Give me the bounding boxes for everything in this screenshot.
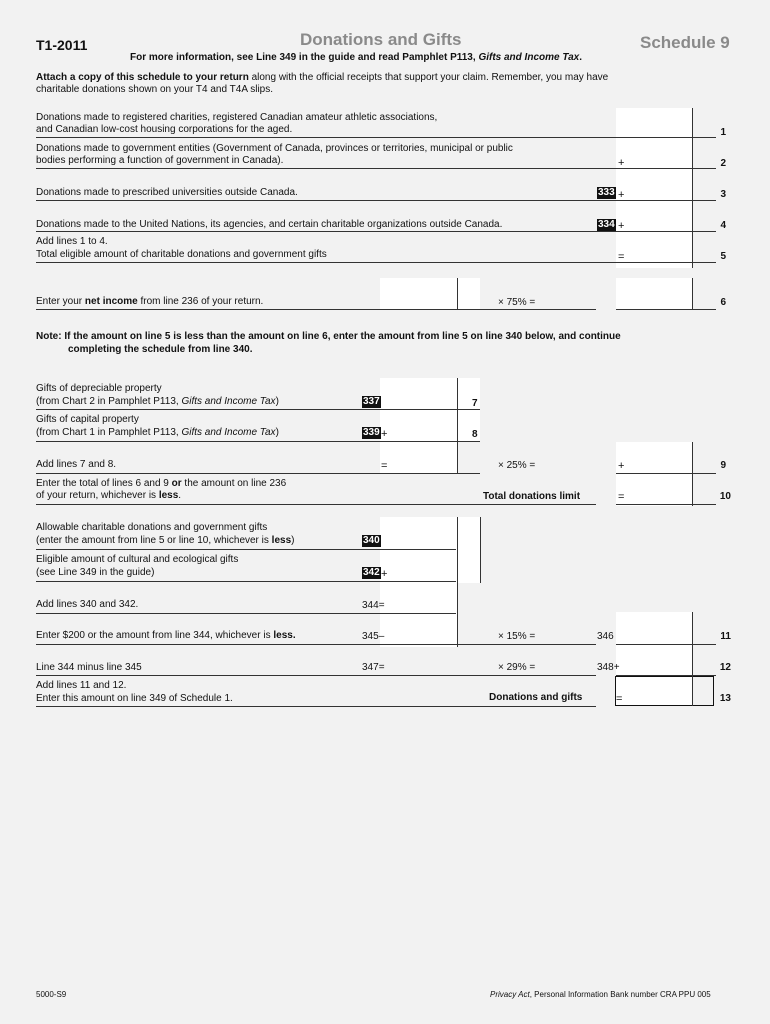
- plus-sign: +: [618, 460, 625, 472]
- donations-and-gifts-label: Donations and gifts: [489, 692, 583, 703]
- line-12-text: Line 344 minus line 345: [36, 662, 142, 673]
- form-title: Donations and Gifts: [300, 30, 462, 49]
- line-number-9: 9: [720, 460, 726, 471]
- line-5-text-a: Add lines 1 to 4.: [36, 236, 108, 247]
- code-337: 337: [363, 396, 380, 407]
- net-income-field[interactable]: [380, 278, 457, 309]
- line-number-8: 8: [472, 429, 478, 440]
- plus-sign: +: [618, 189, 625, 201]
- line-5-amount[interactable]: [628, 236, 692, 261]
- total-donations-limit-label: Total donations limit: [483, 491, 581, 502]
- line-6-text: Enter your net income from line 236 of your return.: [36, 296, 264, 307]
- line-7-text-a: Gifts of depreciable property: [36, 383, 162, 394]
- code-344: 344=: [362, 600, 385, 611]
- line-number-5: 5: [720, 251, 726, 262]
- line-10-text-a: Enter the total of lines 6 and 9 or the amount on line 236: [36, 478, 287, 489]
- line-3-amount[interactable]: [628, 174, 692, 199]
- code-348: 348+: [597, 662, 620, 673]
- line-number-6: 6: [720, 297, 726, 308]
- equals-sign: =: [381, 460, 388, 472]
- code-340: 340: [363, 535, 380, 546]
- line-342-text-a: Eligible amount of cultural and ecological gifts: [36, 554, 239, 565]
- line-5-text-b: Total eligible amount of charitable donations and government gifts: [36, 249, 327, 260]
- line-13-total-box[interactable]: [615, 676, 714, 706]
- line-4-amount[interactable]: [628, 205, 692, 230]
- schedule-label: Schedule 9: [640, 33, 730, 52]
- line-8-text-a: Gifts of capital property: [36, 414, 139, 425]
- line-340-text-b: (enter the amount from line 5 or line 10, whichever is less): [36, 535, 295, 546]
- form-number: 5000-S9: [36, 990, 67, 999]
- line-13-text-b: Enter this amount on line 349 of Schedule 1.: [36, 693, 233, 704]
- note-line-2: completing the schedule from line 340.: [68, 344, 253, 355]
- line-number-7: 7: [472, 398, 478, 409]
- line-340-text-a: Allowable charitable donations and government gifts: [36, 522, 268, 533]
- more-info-line: For more information, see Line 349 in the guide and read Pamphlet P113, Gifts and Income Tax.: [130, 52, 582, 63]
- plus-sign: +: [381, 568, 388, 580]
- equals-sign: =: [616, 693, 623, 705]
- line-number-12: 12: [719, 662, 731, 673]
- code-342: 342: [363, 567, 380, 578]
- line-number-4: 4: [720, 220, 726, 231]
- line-13-text-a: Add lines 11 and 12.: [36, 680, 127, 691]
- gifts-field-area: [380, 378, 457, 442]
- times-75: × 75% =: [498, 297, 536, 308]
- line-2-text-a: Donations made to government entities (Government of Canada, provinces or territories, municipal or public: [36, 143, 513, 154]
- line-3-text: Donations made to prescribed universities outside Canada.: [36, 187, 298, 198]
- line-1-text-a: Donations made to registered charities, registered Canadian amateur athletic associations,: [36, 112, 438, 123]
- lines-9-10-box: [616, 442, 692, 506]
- code-345: 345–: [362, 631, 385, 642]
- line-10-text-b: of your return, whichever is less.: [36, 490, 182, 501]
- code-339: 339: [363, 427, 380, 438]
- line-number-13: 13: [719, 693, 731, 704]
- note-line-1: Note: If the amount on line 5 is less than the amount on line 6, enter the amount from line 5 on line 340 below, and continue: [36, 331, 621, 342]
- attach-line-2: charitable donations shown on your T4 and T4A slips.: [36, 84, 274, 95]
- line-1-text-b: and Canadian low-cost housing corporations for the aged.: [36, 124, 293, 135]
- line-1-amount[interactable]: [616, 110, 692, 136]
- line-4-text: Donations made to the United Nations, its agencies, and certain charitable organizations outside Canada.: [36, 219, 503, 230]
- line-7-text-b: (from Chart 2 in Pamphlet P113, Gifts and Income Tax): [36, 396, 279, 407]
- line-number-10: 10: [719, 491, 731, 502]
- plus-sign: +: [618, 157, 625, 169]
- line-9-subtotal[interactable]: [380, 442, 457, 474]
- privacy-note: Privacy Act, Personal Information Bank number CRA PPU 005: [490, 990, 711, 999]
- line-11-text: Enter $200 or the amount from line 344, whichever is less.: [36, 630, 296, 641]
- equals-sign: =: [618, 491, 625, 503]
- line-342-text-b: (see Line 349 in the guide): [36, 567, 155, 578]
- form-id: T1-2011: [36, 37, 88, 53]
- line-number-2: 2: [720, 158, 726, 169]
- line-6-amount[interactable]: [616, 278, 692, 309]
- attach-line-1: Attach a copy of this schedule to your return along with the official receipts that support your claim. Remember, you may have: [36, 72, 609, 83]
- line-number-1: 1: [720, 127, 726, 138]
- plus-sign: +: [618, 220, 625, 232]
- times-15: × 15% =: [498, 631, 536, 642]
- line-number-11: 11: [720, 631, 731, 642]
- line-9-text: Add lines 7 and 8.: [36, 459, 117, 470]
- line-2-text-b: bodies performing a function of government in Canada).: [36, 155, 284, 166]
- line-8-text-b: (from Chart 1 in Pamphlet P113, Gifts and Income Tax): [36, 427, 279, 438]
- times-29: × 29% =: [498, 662, 536, 673]
- line-344-text: Add lines 340 and 342.: [36, 599, 139, 610]
- code-347: 347=: [362, 662, 385, 673]
- line-number-3: 3: [720, 189, 726, 200]
- line-2-amount[interactable]: [628, 140, 692, 166]
- code-346: 346: [597, 631, 614, 642]
- code-333: 333: [598, 187, 615, 198]
- equals-sign: =: [618, 251, 625, 263]
- allowable-field-area: [380, 517, 457, 647]
- code-334: 334: [598, 219, 615, 230]
- times-25: × 25% =: [498, 460, 536, 471]
- plus-sign: +: [381, 428, 388, 440]
